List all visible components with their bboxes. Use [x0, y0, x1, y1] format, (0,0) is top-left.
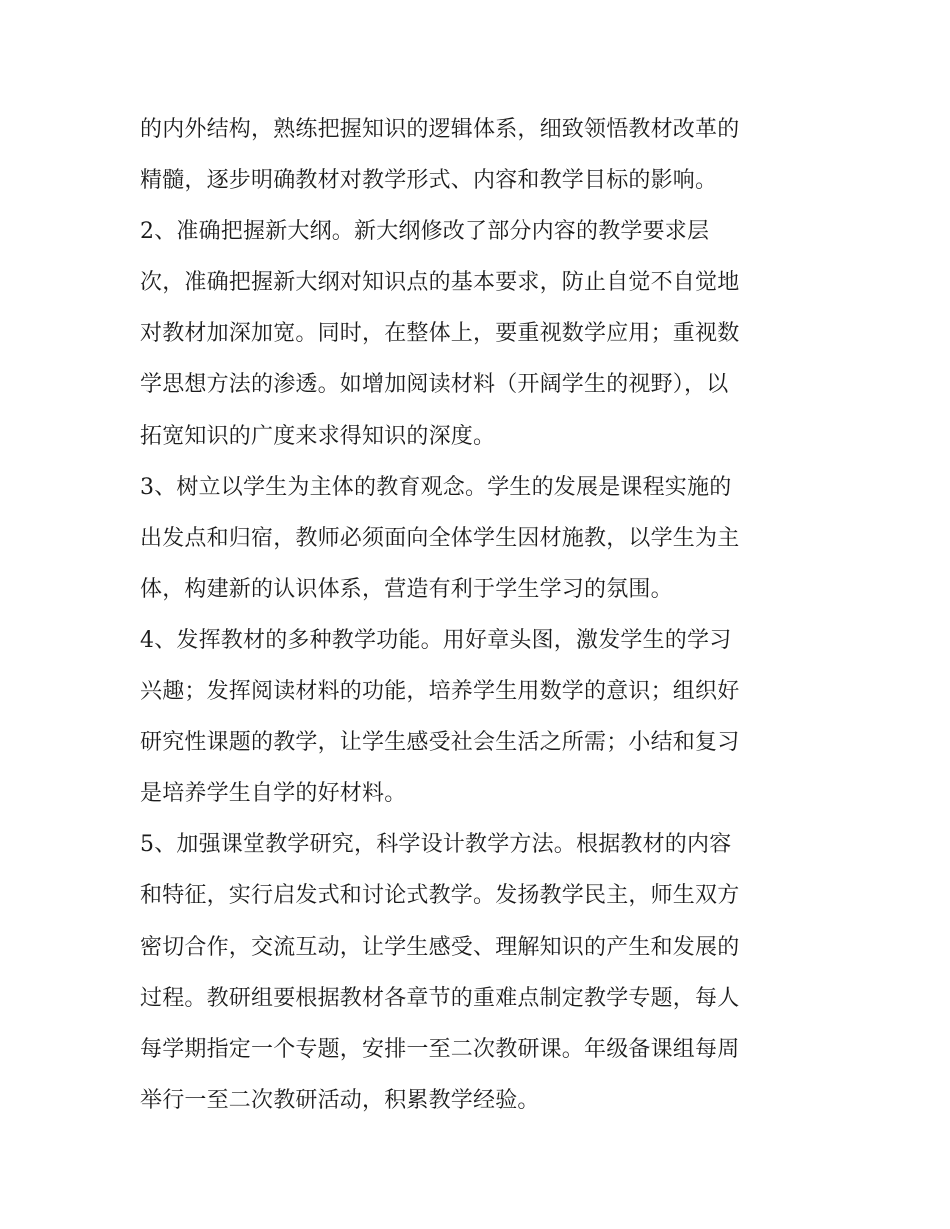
text-line: 对教材加深加宽。同时，在整体上，要重视数学应用；重视数	[140, 321, 740, 347]
text-line: 体，构建新的认识体系，营造有利于学生学习的氛围。	[140, 576, 673, 602]
text-line: 密切合作，交流互动，让学生感受、理解知识的产生和发展的	[140, 934, 740, 960]
body-text	[140, 104, 812, 1126]
text-line: 举行一至二次教研活动，积累教学经验。	[140, 1087, 540, 1113]
text-line: 兴趣；发挥阅读材料的功能，培养学生用数学的意识；组织好	[140, 679, 740, 705]
text-line: 出发点和归宿，教师必须面向全体学生因材施教，以学生为主	[140, 525, 740, 551]
text-line: 学思想方法的渗透。如增加阅读材料（开阔学生的视野），以	[140, 372, 729, 398]
text-line: 2、准确把握新大纲。新大纲修改了部分内容的教学要求层	[140, 219, 710, 245]
text-line: 次，准确把握新大纲对知识点的基本要求，防止自觉不自觉地	[140, 270, 740, 296]
text-line: 研究性课题的教学，让学生感受社会生活之所需；小结和复习	[140, 730, 740, 756]
text-line: 5、加强课堂教学研究，科学设计教学方法。根据教材的内容	[140, 832, 732, 858]
text-line: 的内外结构，熟练把握知识的逻辑体系，细致领悟教材改革的	[140, 117, 740, 142]
text-line: 每学期指定一个专题，安排一至二次教研课。年级备课组每周	[140, 1036, 740, 1062]
text-line: 3、树立以学生为主体的教育观念。学生的发展是课程实施的	[140, 474, 732, 500]
text-line: 过程。教研组要根据教材各章节的重难点制定教学专题，每人	[140, 985, 740, 1011]
text-line: 拓宽知识的广度来求得知识的深度。	[140, 423, 496, 449]
text-line: 4、发挥教材的多种教学功能。用好章头图，激发学生的学习	[140, 627, 732, 653]
text-line: 精髓，逐步明确教材对教学形式、内容和教学目标的影响。	[140, 168, 718, 194]
text-line: 和特征，实行启发式和讨论式教学。发扬教学民主，师生双方	[140, 883, 740, 909]
text-line: 是培养学生自学的好材料。	[140, 781, 407, 807]
